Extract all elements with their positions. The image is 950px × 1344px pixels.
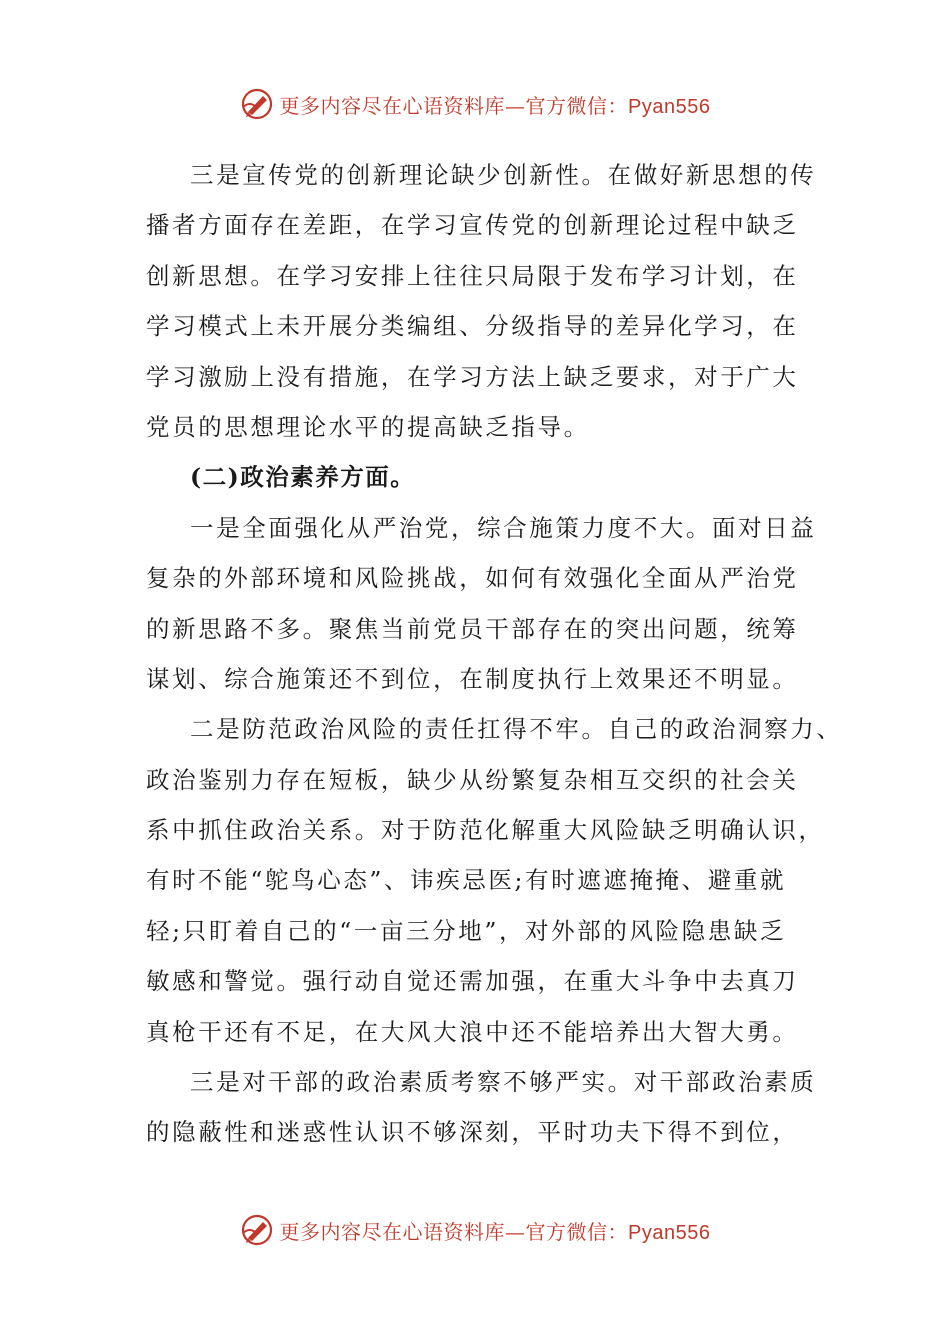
text-line: 谋划、综合施策还不到位，在制度执行上效果还不明显。 (146, 664, 799, 693)
text-line: 的新思路不多。聚焦当前党员干部存在的突出问题，统筹 (146, 614, 799, 643)
text-line: 有时不能“鸵鸟心态”、讳疾忌医;有时遮遮掩掩、避重就 (146, 866, 787, 895)
text-line: 三是对干部的政治素质考察不够严实。对干部政治素质 (190, 1068, 817, 1097)
text-line: 一是全面强化从严治党，综合施策力度不大。面对日益 (190, 513, 817, 542)
document-body (146, 150, 843, 1158)
text-line: 二是防范政治风险的责任扛得不牢。自己的政治洞察力、 (190, 715, 843, 744)
text-line: 政治鉴别力存在短板，缺少从纷繁复杂相互交织的社会关 (146, 765, 799, 794)
watermark-text: 更多内容尽在心语资料库—官方微信： (279, 93, 629, 118)
text-line: 轻;只盯着自己的“一亩三分地”，对外部的风险隐患缺乏 (146, 916, 787, 945)
text-line: 学习模式上未开展分类编组、分级指导的差异化学习，在 (146, 312, 799, 341)
section-heading: (二)政治素养方面。 (190, 463, 416, 492)
header-watermark-banner (0, 84, 950, 124)
watermark-wechat-id: Pyan556 (628, 1221, 711, 1244)
text-line: 党员的思想理论水平的提高缺乏指导。 (146, 412, 590, 441)
footer-watermark-banner (0, 1210, 950, 1250)
text-line: 真枪干还有不足，在大风大浪中还不能培养出大智大勇。 (146, 1017, 799, 1046)
text-line: 的隐蔽性和迷惑性认识不够深刻，平时功夫下得不到位， (146, 1118, 799, 1147)
text-line: 学习激励上没有措施，在学习方法上缺乏要求，对于广大 (146, 362, 799, 391)
text-line: 播者方面存在差距，在学习宣传党的创新理论过程中缺乏 (146, 211, 799, 240)
watermark-text: 更多内容尽在心语资料库—官方微信： (279, 1219, 629, 1244)
text-line: 创新思想。在学习安排上往往只局限于发布学习计划，在 (146, 261, 799, 290)
text-line: 三是宣传党的创新理论缺少创新性。在做好新思想的传 (190, 161, 817, 189)
text-line: 敏感和警觉。强行动自觉还需加强，在重大斗争中去真刀 (146, 967, 799, 996)
pen-logo-icon (240, 87, 274, 121)
pen-logo-icon (240, 1213, 274, 1247)
watermark-wechat-id: Pyan556 (628, 95, 711, 118)
text-line: 复杂的外部环境和风险挑战，如何有效强化全面从严治党 (146, 564, 799, 593)
text-line: 系中抓住政治关系。对于防范化解重大风险缺乏明确认识， (146, 816, 825, 845)
